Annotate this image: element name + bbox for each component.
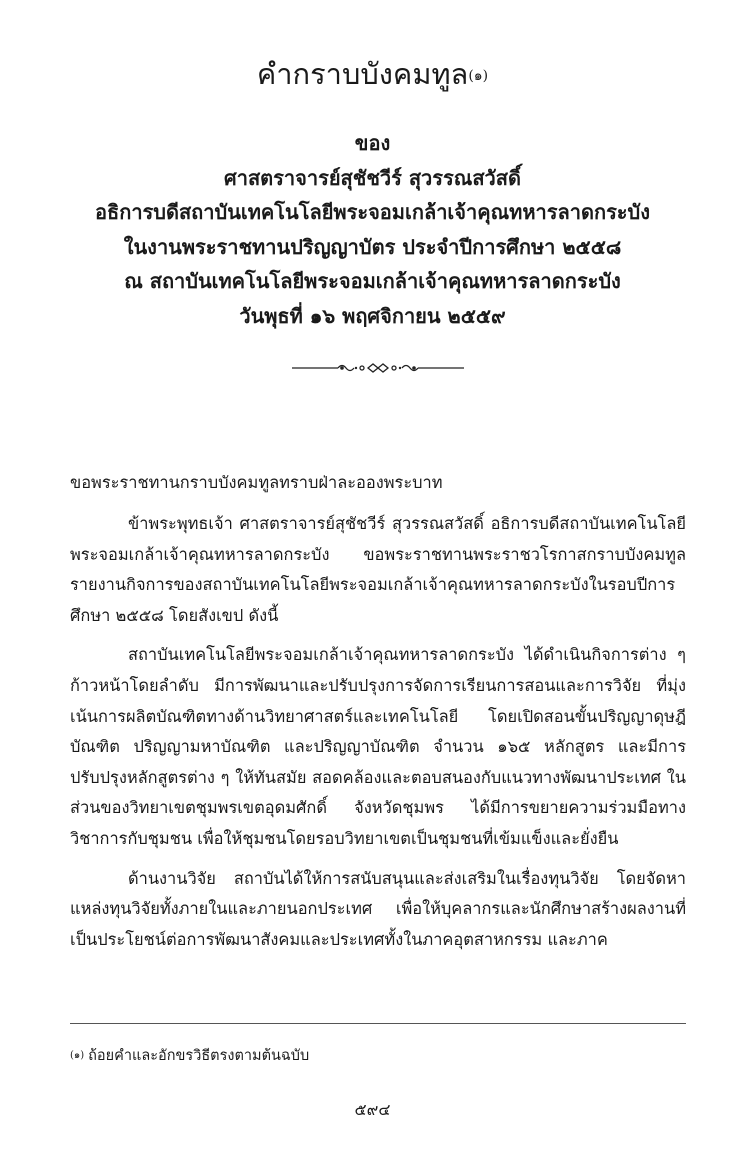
title-footnote-mark: (๑) bbox=[468, 68, 489, 84]
salutation: ขอพระราชทานกราบบังคมทูลทราบฝ่าละอองพระบาท bbox=[70, 473, 443, 492]
title-text: คำกราบบังคมทูล bbox=[256, 57, 469, 91]
footnote bbox=[70, 1044, 309, 1068]
footnote-text: ถ้อยคำและอักขรวิธีตรงตามต้นฉบับ bbox=[88, 1048, 310, 1064]
paragraph-research: ด้านงานวิจัย สถาบันได้ให้การสนับสนุนและส่งเสริมในเรื่องทุนวิจัย โดยจัดหาแหล่งทุนวิจัยทั้งภายในและภายนอกประเทศ เพื่อให้บุคลากรและนักศึกษาสร้างผลงานที่เป็นประโยชน์ต่อการพัฒนาสังคมและประเทศทั้งในภาคอุตสาหกรรม และภาค bbox=[70, 868, 686, 949]
header-line-speaker: ศาสตราจารย์สุชัชวีร์ สุวรรณสวัสดิ์ bbox=[224, 165, 521, 190]
footnote-mark: (๑) bbox=[70, 1050, 85, 1061]
speech-header bbox=[40, 126, 705, 333]
page-title bbox=[0, 52, 745, 96]
header-line-event: ในงานพระราชทานปริญญาบัตร ประจำปีการศึกษา ๒๕๕๘ bbox=[123, 234, 622, 259]
paragraph-introduction: ข้าพระพุทธเจ้า ศาสตราจารย์สุชัชวีร์ สุวรรณสวัสดิ์ อธิการบดีสถาบันเทคโนโลยีพระจอมเกล้าเจ้าคุณทหารลาดกระบัง ขอพระราชทานพระราชวโรกาสกราบบังคมทูลรายงานกิจการของสถาบันเทคโนโลยีพระจอมเกล้าเจ้าคุณทหารลาดกระบังในรอบปีการศึกษา ๒๕๕๘ โดยสังเขป ดังนี้ bbox=[70, 514, 686, 625]
header-line-of: ของ bbox=[354, 131, 391, 155]
header-line-venue: ณ สถาบันเทคโนโลยีพระจอมเกล้าเจ้าคุณทหารลาดกระบัง bbox=[124, 269, 621, 293]
page-number: ๕๙๔ bbox=[354, 1100, 391, 1119]
header-line-date: วันพุธที่ ๑๖ พฤศจิกายน ๒๕๕๙ bbox=[239, 303, 506, 328]
paragraph-academic: สถาบันเทคโนโลยีพระจอมเกล้าเจ้าคุณทหารลาดกระบัง ได้ดำเนินกิจการต่าง ๆ ก้าวหน้าโดยลำดับ มีการพัฒนาและปรับปรุงการจัดการเรียนการสอนและการวิจัย ที่มุ่งเน้นการผลิตบัณฑิตทางด้านวิทยาศาสตร์และเทคโนโลยี โดยเปิดสอนขั้นปริญญาดุษฎีบัณฑิต ปริญญามหาบัณฑิต และปริญญาบัณฑิต จำนวน ๑๖๕ หลักสูตร และมีการปรับปรุงหลักสูตรต่าง ๆ ให้ทันสมัย สอดคล้องและตอบสนองกับแนวทางพัฒนาประเทศ ในส่วนของวิทยาเขตชุมพรเขตอุดมศักดิ์ จังหวัดชุมพร ได้มีการขยายความร่วมมือทางวิชาการกับชุมชน เพื่อให้ชุมชนโดยรอบวิทยาเขตเป็นชุมชนที่เข้มแข็งและยั่งยืน bbox=[70, 645, 686, 848]
footnote-divider bbox=[70, 1023, 686, 1024]
speech-body bbox=[70, 509, 686, 955]
divider-ornament-icon bbox=[292, 358, 464, 378]
header-line-position: อธิการบดีสถาบันเทคโนโลยีพระจอมเกล้าเจ้าคุณทหารลาดกระบัง bbox=[94, 200, 651, 224]
